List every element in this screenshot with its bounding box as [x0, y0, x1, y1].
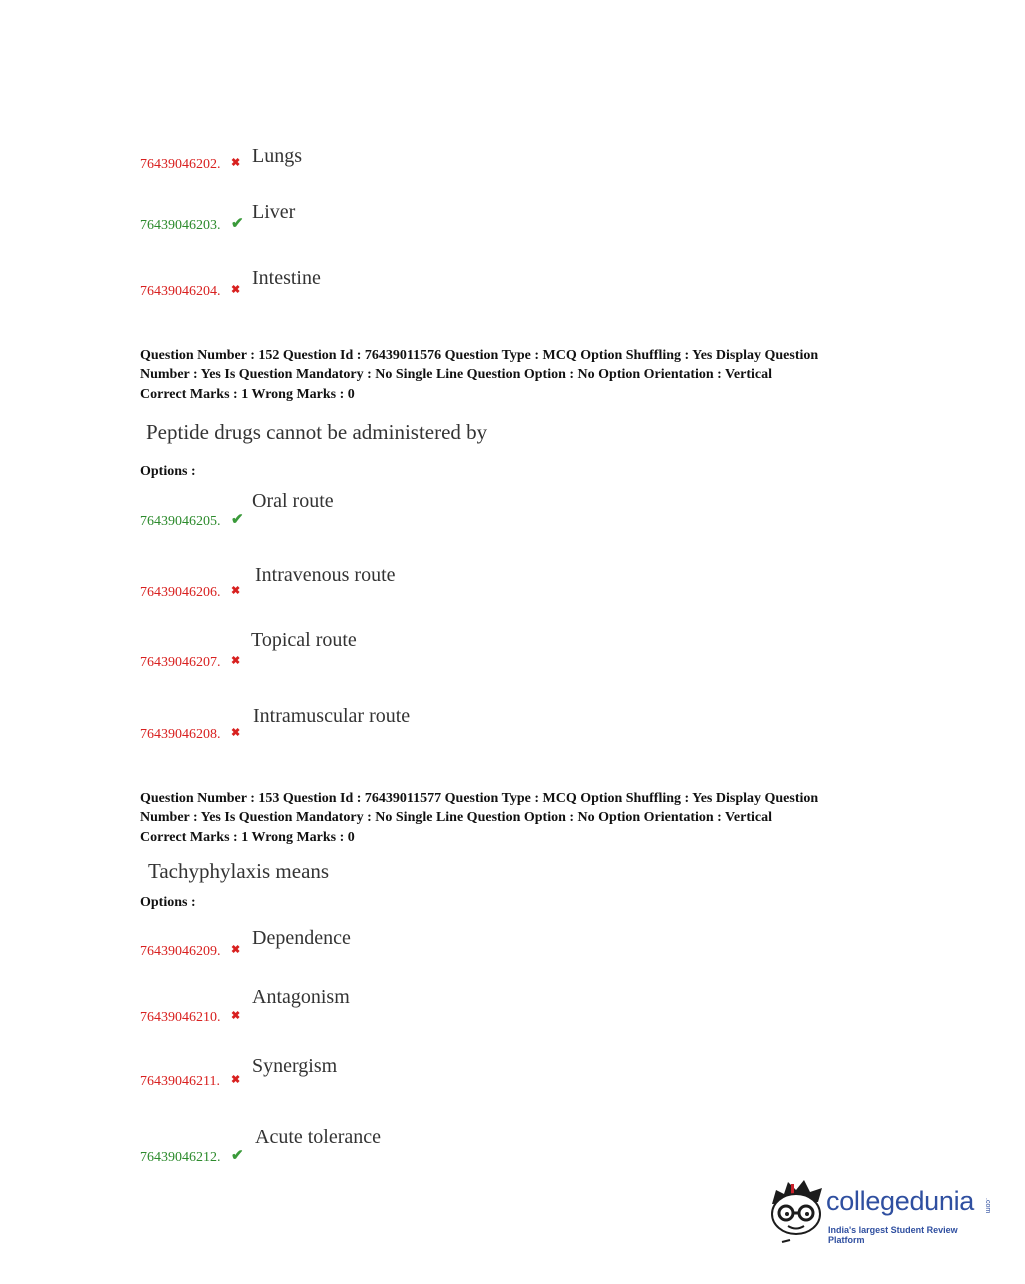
meta-line: Question Number : 153 Question Id : 76439011577 Question Type : MCQ Option Shuffling : Yes Display Question: [140, 791, 819, 806]
question-meta: [140, 347, 900, 405]
option-id: 76439046204.: [140, 284, 221, 299]
cross-icon: ✖: [231, 727, 241, 739]
meta-line: Correct Marks : 1 Wrong Marks : 0: [140, 830, 355, 845]
cross-icon: ✖: [231, 655, 241, 667]
cross-icon: ✖: [231, 1010, 241, 1022]
brand-suffix: .com: [984, 1198, 991, 1214]
option-id: 76439046208.: [140, 727, 221, 742]
cross-icon: ✖: [231, 585, 241, 597]
option-id: 76439046205.: [140, 514, 221, 529]
option-text: Acute tolerance: [255, 1126, 382, 1148]
option-id: 76439046212.: [140, 1150, 221, 1165]
options-label: Options :: [140, 895, 196, 910]
question-text: Tachyphylaxis means: [148, 859, 330, 883]
cross-icon: ✖: [231, 944, 241, 956]
mascot-icon: [766, 1178, 828, 1248]
option-text: Liver: [252, 201, 296, 223]
meta-line: Question Number : 152 Question Id : 76439011576 Question Type : MCQ Option Shuffling : Yes Display Question: [140, 348, 819, 363]
option-id: 76439046206.: [140, 585, 221, 600]
option-id: 76439046202.: [140, 157, 221, 172]
check-icon: ✔: [231, 1148, 244, 1164]
brand-tagline: India's largest Student Review Platform: [828, 1225, 958, 1245]
meta-line: Number : Yes Is Question Mandatory : No Single Line Question Option : No Option Orientation : Vertical: [140, 809, 772, 825]
meta-line: Number : Yes Is Question Mandatory : No Single Line Question Option : No Option Orientation : Vertical: [140, 366, 772, 382]
option-id: 76439046209.: [140, 944, 221, 959]
option-text: Lungs: [252, 145, 302, 167]
option-text: Topical route: [251, 629, 357, 651]
cross-icon: ✖: [231, 284, 241, 296]
option-id: 76439046210.: [140, 1010, 221, 1025]
option-text: Dependence: [252, 927, 351, 949]
check-icon: ✔: [231, 512, 244, 528]
option-text: Intestine: [252, 267, 321, 289]
option-text: Synergism: [252, 1055, 338, 1077]
options-label: Options :: [140, 464, 196, 479]
question-text: Peptide drugs cannot be administered by: [146, 420, 488, 444]
option-text: Oral route: [252, 490, 334, 512]
meta-line: Correct Marks : 1 Wrong Marks : 0: [140, 387, 355, 402]
question-meta: [140, 790, 900, 848]
option-id: 76439046203.: [140, 218, 221, 233]
option-id: 76439046207.: [140, 655, 221, 670]
brand-name: collegedunia: [826, 1186, 975, 1216]
cross-icon: ✖: [231, 157, 241, 169]
cross-icon: ✖: [231, 1074, 241, 1086]
option-text: Intramuscular route: [253, 705, 411, 727]
check-icon: ✔: [231, 216, 244, 232]
option-id: 76439046211.: [140, 1074, 220, 1089]
option-text: Intravenous route: [255, 564, 396, 586]
collegedunia-logo: [766, 1178, 996, 1248]
option-text: Antagonism: [252, 986, 350, 1008]
